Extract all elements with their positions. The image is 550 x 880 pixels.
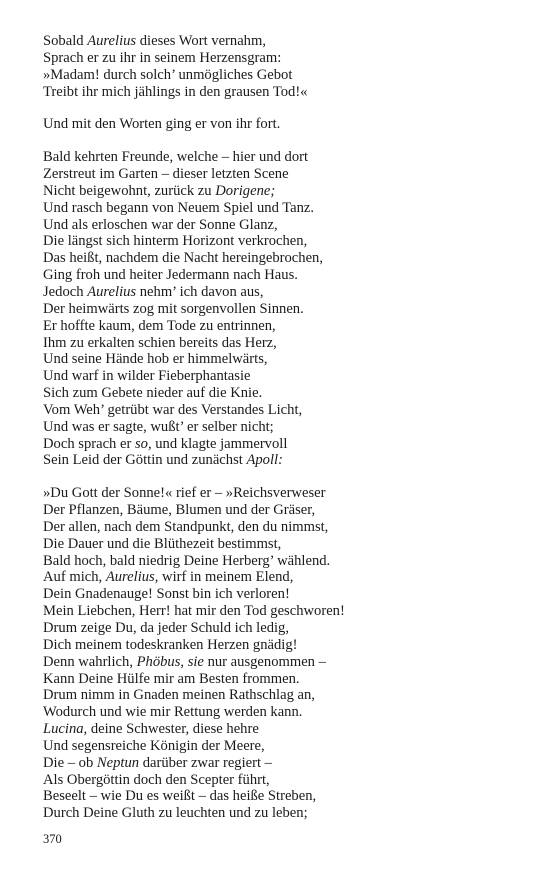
verse-line	[43, 721, 523, 738]
italic-text: Apoll:	[246, 452, 283, 469]
verse-line	[43, 250, 523, 267]
verse-line	[43, 687, 523, 704]
verse-line	[43, 620, 523, 637]
text-segment: Zerstreut im Garten – dieser letzten Scene	[43, 166, 289, 183]
stanza	[43, 33, 523, 100]
text-segment: und klagte jammervoll	[151, 435, 288, 452]
verse-line	[43, 603, 523, 620]
text-segment: Und als erloschen war der Sonne Glanz,	[43, 216, 278, 233]
text-segment: Und rasch begann von Neuem Spiel und Tanz.	[43, 199, 315, 216]
italic-text: Aurelius	[87, 283, 137, 300]
text-segment: »Madam! durch solch’ unmögliches Gebot	[43, 66, 293, 83]
text-segment: Der allen, nach dem Standpunkt, den du nimmst,	[43, 518, 329, 535]
text-segment: Das heißt, nachdem die Nacht hereingebrochen,	[43, 250, 324, 267]
verse-line	[43, 671, 523, 688]
text-segment: Treibt ihr mich jählings in den grausen Tod!«	[43, 83, 308, 100]
verse-line	[43, 654, 523, 671]
text-segment: Drum nimm in Gnaden meinen Rathschlag an,	[43, 687, 315, 704]
text-segment: Mein Liebchen, Herr! hat mir den Tod geschworen!	[43, 603, 345, 620]
verse-line	[43, 452, 523, 469]
text-segment: Und warf in wilder Fieberphantasie	[43, 368, 251, 385]
verse-line	[43, 351, 523, 368]
italic-text: Aurelius,	[105, 569, 159, 586]
text-segment: Bald kehrten Freunde, welche – hier und dort	[43, 149, 309, 166]
italic-text: Neptun	[96, 754, 140, 771]
text-segment: Sich zum Gebete nieder auf die Knie.	[43, 385, 263, 402]
verse-line	[43, 318, 523, 335]
text-segment: »Du Gott der Sonne!« rief er – »Reichsverweser	[43, 485, 326, 502]
verse-line	[43, 301, 523, 318]
verse-line	[43, 335, 523, 352]
text-segment: Die Dauer und die Blüthezeit bestimmst,	[43, 535, 282, 552]
text-segment: Beseelt – wie Du es weißt – das heiße Streben,	[43, 788, 317, 805]
verse-line	[43, 33, 523, 50]
text-segment: nehm’ ich davon aus,	[136, 283, 264, 300]
text-segment: wirf in meinem Elend,	[158, 569, 294, 586]
text-segment: Sein Leid der Göttin und zunächst	[43, 452, 247, 469]
text-segment: Kann Deine Hülfe mir am Besten frommen.	[43, 670, 300, 687]
text-segment: Ihm zu erkalten schien bereits das Herz,	[43, 334, 277, 351]
text-segment: deine Schwester, diese hehre	[87, 721, 259, 738]
text-segment: Wodurch und wie mir Rettung werden kann.	[43, 704, 303, 721]
page-number: 370	[43, 832, 62, 846]
verse-line	[43, 536, 523, 553]
text-segment: nur ausgenommen –	[203, 653, 326, 670]
verse-line	[43, 267, 523, 284]
italic-text: Aurelius	[87, 33, 137, 49]
text-segment: Bald hoch, bald niedrig Deine Herberg’ wählend.	[43, 552, 331, 569]
verse-line	[43, 637, 523, 654]
verse-line	[43, 586, 523, 603]
verse-line	[43, 704, 523, 721]
poem-text	[43, 33, 523, 822]
verse-line	[43, 166, 523, 183]
text-segment: Der Pflanzen, Bäume, Blumen und der Gräser,	[43, 502, 316, 519]
verse-line	[43, 284, 523, 301]
text-segment: Sprach er zu ihr in seinem Herzensgram:	[43, 49, 282, 66]
text-segment: Als Obergöttin doch den Scepter führt,	[43, 771, 270, 788]
verse-line	[43, 485, 523, 502]
text-segment: Und mit den Worten ging er von ihr fort.	[43, 116, 281, 133]
verse-line	[43, 788, 523, 805]
verse-line	[43, 217, 523, 234]
text-segment: Und segensreiche Königin der Meere,	[43, 737, 265, 754]
verse-line	[43, 149, 523, 166]
verse-line	[43, 116, 523, 133]
verse-line	[43, 368, 523, 385]
verse-line	[43, 805, 523, 822]
italic-text: Lucina,	[43, 721, 88, 738]
verse-line	[43, 67, 523, 84]
text-segment: Sobald	[43, 33, 88, 49]
text-segment: Die längst sich hinterm Horizont verkrochen,	[43, 233, 308, 250]
text-segment: Nicht beigewohnt, zurück zu	[43, 182, 216, 199]
text-segment: Drum zeige Du, da jeder Schuld ich ledig,	[43, 620, 289, 636]
text-segment: Der heimwärts zog mit sorgenvollen Sinnen.	[43, 300, 304, 317]
text-segment: Er hoffte kaum, dem Tode zu entrinnen,	[43, 317, 276, 334]
text-segment: darüber zwar regiert –	[139, 754, 272, 771]
stanza	[43, 485, 523, 822]
text-segment: Und seine Hände hob er himmelwärts,	[43, 351, 268, 368]
text-segment: Auf mich,	[43, 569, 106, 586]
verse-line	[43, 755, 523, 772]
verse-line	[43, 772, 523, 789]
verse-line	[43, 84, 523, 101]
verse-line	[43, 200, 523, 217]
text-segment: Und was er sagte, wußt’ er selber nicht;	[43, 418, 274, 435]
text-segment: dieses Wort vernahm,	[136, 33, 266, 49]
verse-line	[43, 569, 523, 586]
stanza	[43, 149, 523, 469]
verse-line	[43, 183, 523, 200]
text-segment: Jedoch	[43, 283, 88, 300]
verse-line	[43, 436, 523, 453]
verse-line	[43, 233, 523, 250]
text-segment: Vom Weh’ getrübt war des Verstandes Licht,	[43, 401, 303, 418]
verse-line	[43, 50, 523, 67]
stanza	[43, 116, 523, 133]
verse-line	[43, 519, 523, 536]
text-segment: Dein Gnadenauge! Sonst bin ich verloren!	[43, 586, 290, 603]
italic-text: Phöbus, sie	[136, 653, 204, 670]
italic-text: so,	[134, 435, 152, 452]
verse-line	[43, 502, 523, 519]
verse-line	[43, 419, 523, 436]
text-segment: Denn wahrlich,	[43, 653, 137, 670]
text-segment: Ging froh und heiter Jedermann nach Haus.	[43, 267, 298, 284]
text-segment: Die – ob	[43, 754, 97, 771]
verse-line	[43, 385, 523, 402]
italic-text: Dorigene;	[215, 182, 276, 199]
verse-line	[43, 553, 523, 570]
text-segment: Durch Deine Gluth zu leuchten und zu leben;	[43, 805, 308, 822]
text-segment: Doch sprach er	[43, 435, 135, 452]
text-segment: Dich meinem todeskranken Herzen gnädig!	[43, 636, 298, 653]
verse-line	[43, 738, 523, 755]
verse-line	[43, 402, 523, 419]
